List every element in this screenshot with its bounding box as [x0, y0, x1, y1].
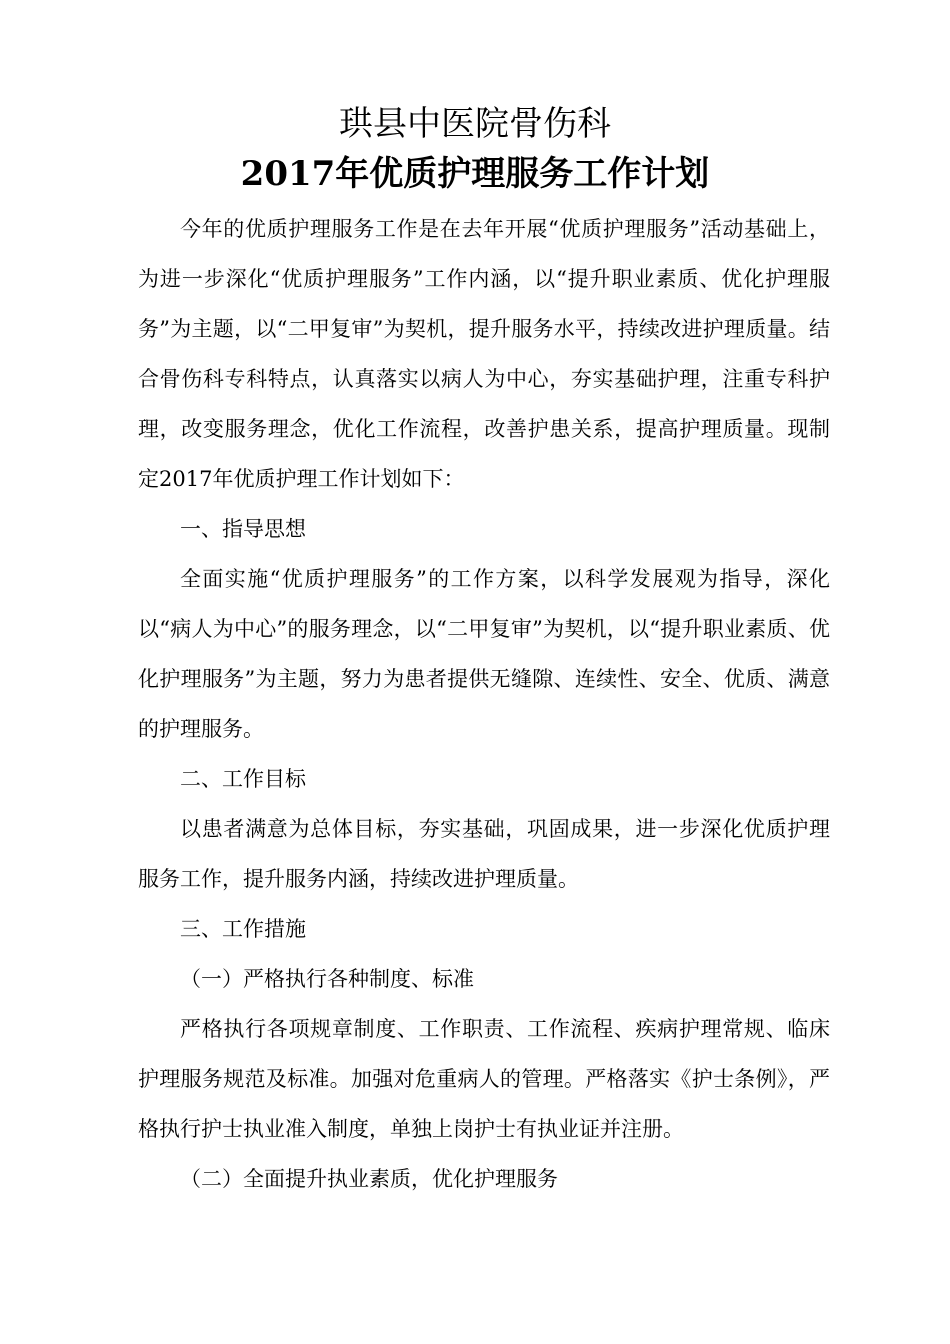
guiding-thought-paragraph: 全面实施“优质护理服务”的工作方案，以科学发展观为指导，深化以“病人为中心”的服务理念，以“二甲复审”为契机，以“提升职业素质、优化护理服务”为主题，努力为患者提供无缝隙、连续性、安全、优质、满意的护理服务。 [138, 567, 830, 741]
document-title-line1: 珙县中医院骨伤科 [339, 104, 611, 144]
subheading-strict-rules: （一）严格执行各种制度、标准 [180, 967, 474, 991]
subheading-improve-quality: （二）全面提升执业素质，优化护理服务 [180, 1167, 558, 1191]
document-body [138, 204, 830, 1204]
work-goals-paragraph: 以患者满意为总体目标，夯实基础，巩固成果，进一步深化优质护理服务工作，提升服务内涵，持续改进护理质量。 [138, 817, 830, 891]
section-heading-work-measures: 三、工作措施 [180, 917, 306, 941]
section-heading-guiding-thought: 一、指导思想 [180, 517, 306, 541]
intro-paragraph: 今年的优质护理服务工作是在去年开展“优质护理服务”活动基础上，为进一步深化“优质护理服务”工作内涵，以“提升职业素质、优化护理服务”为主题，以“二甲复审”为契机，提升服务水平，持续改进护理质量。结合骨伤科专科特点，认真落实以病人为中心，夯实基础护理，注重专科护理，改变服务理念，优化工作流程，改善护患关系，提高护理质量。现制定2017年优质护理工作计划如下： [138, 217, 830, 491]
document-title-line2: 2017年优质护理服务工作计划 [240, 154, 710, 194]
section-heading-work-goals: 二、工作目标 [180, 767, 306, 791]
strict-rules-paragraph: 严格执行各项规章制度、工作职责、工作流程、疾病护理常规、临床护理服务规范及标准。加强对危重病人的管理。严格落实《护士条例》，严格执行护士执业准入制度，单独上岗护士有执业证并注册。 [138, 1017, 830, 1141]
